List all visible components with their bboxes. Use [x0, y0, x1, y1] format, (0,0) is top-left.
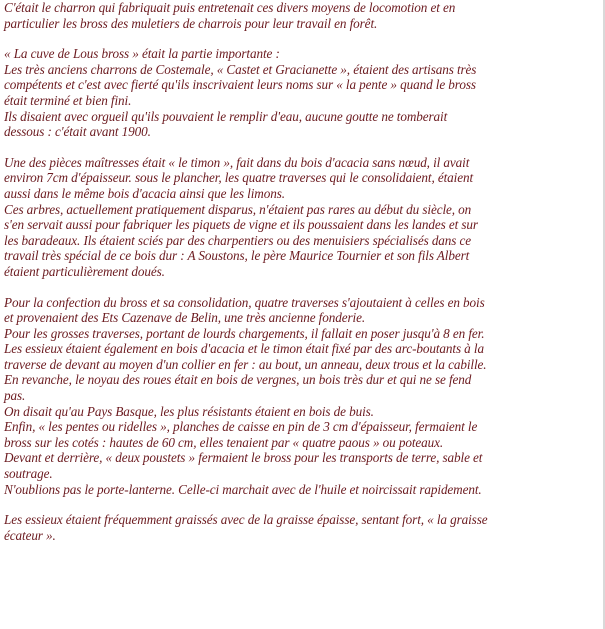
- text-line: dessous : c'était avant 1900.: [4, 124, 151, 140]
- text-line: Les essieux étaient également en bois d'acacia et le timon était fixé par des arc-boutants à la: [4, 341, 484, 357]
- text-line: aussi dans le même bois d'acacia ainsi que les limons.: [4, 185, 285, 201]
- text-line: En revanche, le noyau des roues était en bois de vergnes, un bois très dur et qui ne se fend: [4, 372, 472, 388]
- text-line: étaient particulièrement doués.: [4, 263, 165, 279]
- text-line: était terminé et bien fini.: [4, 92, 132, 108]
- text-line: C'était le charron qui fabriquait puis entretenait ces divers moyens de locomotion et en: [4, 0, 456, 15]
- paragraph-charron: [4, 0, 602, 31]
- text-line: et provenaient des Ets Cazenave de Belin, une très ancienne fonderie.: [4, 310, 366, 326]
- text-line: On disait qu'au Pays Basque, les plus résistants étaient en bois de buis.: [4, 403, 374, 419]
- document-text: [4, 0, 602, 543]
- paragraph-timon: [4, 155, 602, 280]
- text-line: travail très spécial de ce bois dur : A Soustons, le père Maurice Tournier et son fils Albert: [4, 248, 470, 264]
- paragraph-confection: [4, 295, 602, 498]
- text-line: soutrage.: [4, 466, 53, 482]
- text-line: Ces arbres, actuellement pratiquement disparus, n'étaient pas rares au début du siècle, on: [4, 201, 472, 217]
- text-line: pas.: [4, 388, 26, 404]
- paragraph-cuve: [4, 46, 602, 140]
- text-line: bross sur les cotés : hautes de 60 cm, elles tenaient par « quatre paous » ou poteaux.: [4, 434, 444, 450]
- text-line: Pour la confection du bross et sa consolidation, quatre traverses s'ajoutaient à celles en bois: [4, 294, 485, 310]
- text-line: compétents et c'est avec fierté qu'ils inscrivaient leurs noms sur « la pente » quand le bross: [4, 77, 476, 93]
- text-line: particulier les bross des muletiers de charrois pour leur travail en forêt.: [4, 15, 378, 31]
- text-line: Devant et derrière, « deux poustets » fermaient le bross pour les transports de terre, sable et: [4, 450, 483, 466]
- text-line: Une des pièces maîtresses était « le timon », fait dans du bois d'acacia sans nœud, il avait: [4, 154, 470, 170]
- text-line: Les essieux étaient fréquemment graissés avec de la graisse épaisse, sentant fort, « la graisse: [4, 512, 488, 528]
- text-line: Les très anciens charrons de Costemale, « Castet et Gracianette », étaient des artisans très: [4, 61, 477, 77]
- paragraph-essieux: [4, 512, 602, 543]
- text-line: Ils disaient avec orgueil qu'ils pouvaient le remplir d'eau, aucune goutte ne tomberait: [4, 108, 448, 124]
- text-line: s'en servait aussi pour fabriquer les piquets de vigne et ils poussaient dans les landes et sur: [4, 217, 478, 233]
- text-line: « La cuve de Lous bross » était la partie importante :: [4, 46, 280, 62]
- text-line: Pour les grosses traverses, portant de lourds chargements, il fallait en poser jusqu'à 8 en fer.: [4, 325, 485, 341]
- text-line: N'oublions pas le porte-lanterne. Celle-ci marchait avec de l'huile et noircissait rapidement.: [4, 481, 482, 497]
- text-line: écateur ».: [4, 527, 56, 543]
- text-line: les baradeaux. Ils étaient sciés par des charpentiers ou des menuisiers spécialisés dans ce: [4, 232, 472, 248]
- text-line: Enfin, « les pentes ou ridelles », planches de caisse en pin de 3 cm d'épaisseur, fermaient le: [4, 419, 478, 435]
- text-line: environ 7cm d'épaisseur. sous le plancher, les quatre traverses qui le consolidaient, étaient: [4, 170, 474, 186]
- text-line: traverse de devant au moyen d'un collier en fer : au bout, un anneau, deux trous et la cabille.: [4, 356, 487, 372]
